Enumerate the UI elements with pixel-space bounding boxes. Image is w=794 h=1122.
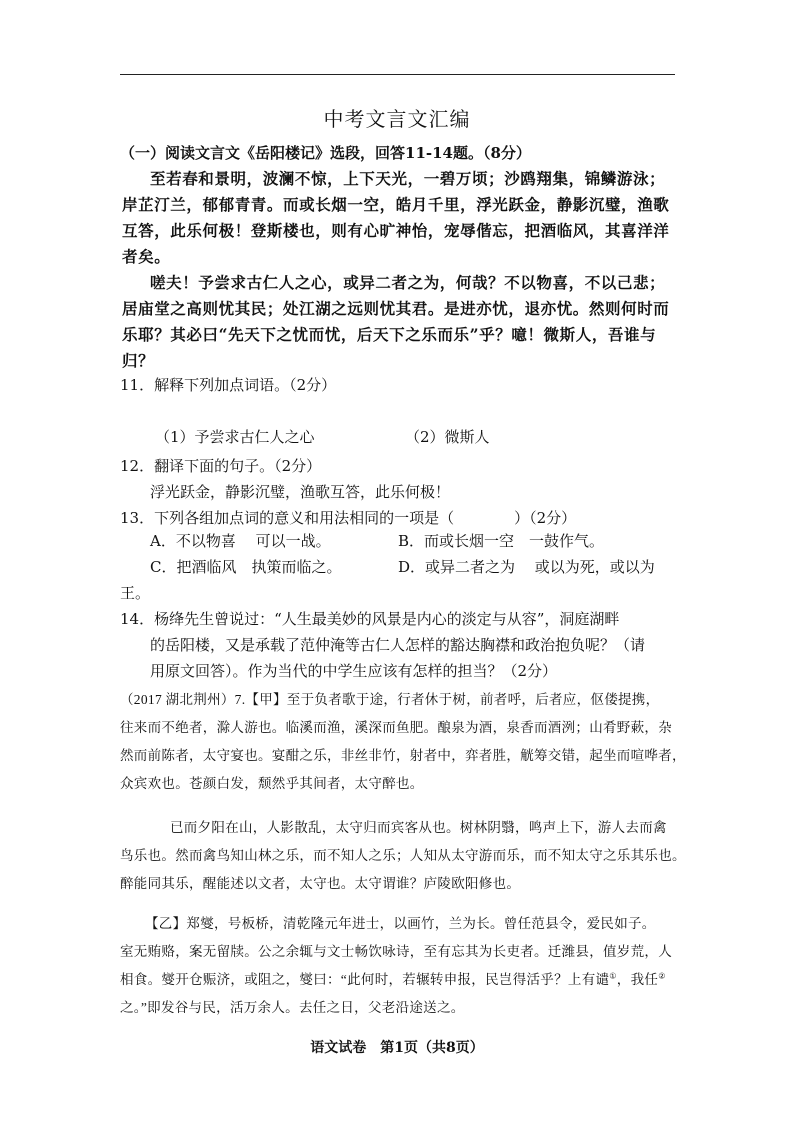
passage-yi-line: 【乙】郑燮，号板桥，清乾隆元年进士，以画竹，兰为长。曾任范县令，爱民如子。 [145,916,656,931]
passage-line: 乐耶？其必曰“先天下之忧而忧，后天下之乐而乐”乎？噫！微斯人，吾谁与 [122,325,657,344]
question-14-line: 用原文回答）。作为当代的中学生应该有怎样的担当？（2分） [150,662,558,680]
question-12-sentence: 浮光跃金，静影沉璧，渔歌互答，此乐何极！ [150,483,451,501]
passage-line: 归？ [122,351,155,370]
passage-yi-line: 之。”即发谷与民，活万余人。去任之日，父老沿途送之。 [120,1000,465,1015]
passage-jia-line: 众宾欢也。苍颜白发，颓然乎其间者，太守醉也。 [120,776,424,791]
question-11-item-1: （1）予尝求古仁人之心 [155,428,315,446]
passage-line: 互答，此乐何极！登斯楼也，则有心旷神怡，宠辱偕忘，把酒临风，其喜洋洋 [122,221,670,240]
passage-jia2-line: 鸟乐也。然而禽鸟知山林之乐，而不知人之乐；人知从太守游而乐，而不知太守之乐其乐也。 [120,848,686,863]
passage-line: 居庙堂之高则忧其民；处江湖之远则忧其君。是进亦忧，退亦忧。然则何时而 [122,299,670,318]
option-d-continued: 王。 [120,584,151,602]
passage-yi-line: 室无贿赂，案无留牍。公之余辄与文士畅饮咏诗，至有忘其为长吏者。迁潍县，值岁荒，人 [120,944,672,959]
passage-jia2-line: 已而夕阳在山，人影散乱，太守归而宾客从也。树林阴翳，鸣声上下，游人去而禽 [170,820,667,835]
section-heading: （一）阅读文言文《岳阳楼记》选段，回答11-14题。（8分） [120,144,531,162]
question-14-line: 的岳阳楼，又是承载了范仲淹等古仁人怎样的豁达胸襟和政治抱负呢？（请 [150,636,646,654]
question-13-stem-text: 13．下列各组加点词的意义和用法相同的一项是（ [120,509,455,527]
option-d: D．或异二者之为 或以为死，或以为 [398,558,655,576]
passage-jia2-line: 醉能同其乐，醒能述以文者，太守也。太守谓谁？庐陵欧阳修也。 [120,876,521,891]
passage-line: 岸芷汀兰，郁郁青青。而或长烟一空，皓月千里，浮光跃金，静影沉璧，渔歌 [122,195,670,214]
passage-yi-line [120,968,666,988]
passage-jia-line: 往来而不绝者，滁人游也。临溪而渔，溪深而鱼肥。酿泉为酒，泉香而酒洌；山肴野蔌，杂 [120,720,672,735]
question-14-line: 14．杨绛先生曾说过：“人生最美妙的风景是内心的淡定与从容”，洞庭湖畔 [120,610,620,628]
option-a: A．不以物喜 可以一战。 [150,532,331,550]
passage-line: 嗟夫！予尝求古仁人之心，或异二者之为，何哉？不以物喜，不以己悲； [150,273,666,292]
passage-jia-line: （2017 湖北荆州）7.【甲】至于负者歌于途，行者休于树，前者呼，后者应，伛偻提携， [120,692,660,707]
option-b: B．而或长烟一空 一鼓作气。 [398,532,605,550]
question-11-item-2: （2）微斯人 [405,428,490,446]
page-title: 中考文言文汇编 [323,107,471,131]
passage-yi-text: ，我任 [616,972,659,987]
footnote-mark: ② [658,971,666,981]
passage-line: 者矣。 [122,247,171,266]
page-footer: 语文试卷 第1页（共8页） [310,1040,484,1056]
passage-jia-line: 然而前陈者，太守宴也。宴酣之乐，非丝非竹，射者中，弈者胜，觥筹交错，起坐而喧哗者， [120,748,686,763]
question-11-stem: 11．解释下列加点词语。（2分） [120,376,337,394]
passage-yi-text: 相食。燮开仓赈济，或阻之，燮曰：“此何时，若辗转申报，民岂得活乎？上有谴 [120,972,610,987]
question-13-points: ）（2分） [514,509,577,527]
question-12-stem: 12．翻译下面的句子。（2分） [120,457,322,475]
passage-line: 至若春和景明，波澜不惊，上下天光，一碧万顷；沙鸥翔集，锦鳞游泳； [150,169,666,188]
question-13-stem [120,507,576,528]
option-c: C．把酒临风 执策而临之。 [150,558,342,576]
header-rule [120,74,675,75]
footnote-mark: ① [609,971,617,981]
